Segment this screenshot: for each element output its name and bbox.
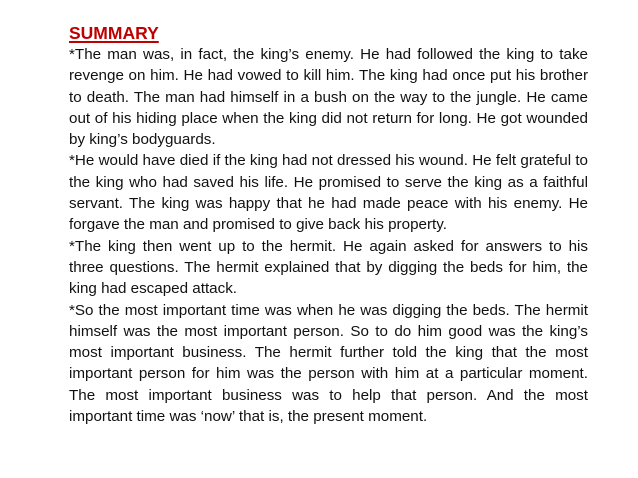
summary-content (69, 22, 588, 427)
summary-title: SUMMARY (69, 23, 159, 43)
summary-paragraph-3: *The king then went up to the hermit. He again asked for answers to his three questions. The hermit explained that by digging the beds for him, the king had escaped attack. (69, 237, 588, 298)
summary-paragraph-4: *So the most important time was when he was digging the beds. The hermit himself was the most important person. So to do him good was the king’s most important business. The hermit further told the king that the most important person for him was the person with him at a particular moment. The most important business was to help that person. And the most important time was ‘now’ that is, the present moment. (69, 301, 588, 426)
summary-paragraph-1: *The man was, in fact, the king’s enemy. He had followed the king to take revenge on him. He had vowed to kill him. The king had once put his brother to death. The man had himself in a bush on the way to the jungle. He came out of his hiding place when the king did not return for long. He got wounded by king’s bodyguards. (69, 46, 588, 149)
summary-paragraph-2: *He would have died if the king had not dressed his wound. He felt grateful to the king who had saved his life. He promised to serve the king as a faithful servant. The king was happy that he had made peace with his enemy. He forgave the man and promised to give back his property. (69, 152, 588, 234)
